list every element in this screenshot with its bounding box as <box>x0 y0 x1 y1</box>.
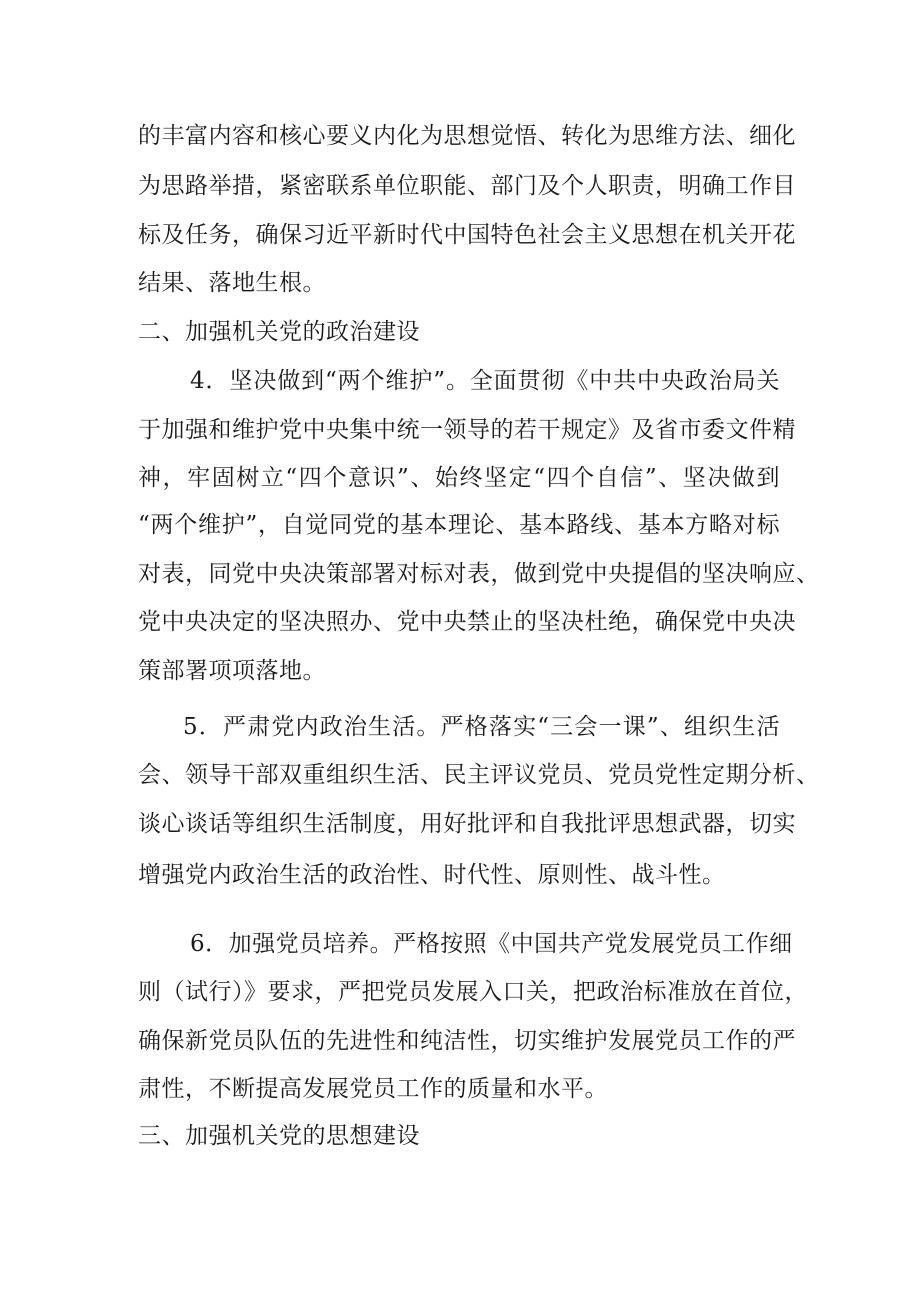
paragraph-line: 结果、落地生根。 <box>138 270 326 296</box>
paragraph-line: 则（试行）》要求，严把党员发展入口关，把政治标准放在首位， <box>138 979 808 1005</box>
section-heading: 二、加强机关党的政治建设 <box>138 319 420 345</box>
paragraph-line: 肃性，不断提高发展党员工作的质量和水平。 <box>138 1076 608 1102</box>
paragraph-line: 4．坚决做到“两个维护”。全面贯彻《中共中央政治局关 <box>190 368 780 394</box>
paragraph-line: 于加强和维护党中央集中统一领导的若干规定》及省市委文件精 <box>138 417 796 443</box>
paragraph-line: 党中央决定的坚决照办、党中央禁止的坚决杜绝，确保党中央决 <box>138 609 796 635</box>
paragraph-line: “两个维护”，自觉同党的基本理论、基本路线、基本方略对标 <box>138 512 780 538</box>
paragraph-line: 对表，同党中央决策部署对标对表，做到党中央提倡的坚决响应、 <box>138 561 820 587</box>
paragraph-line: 会、领导干部双重组织生活、民主评议党员、党员党性定期分析、 <box>138 762 820 788</box>
paragraph-line: 确保新党员队伍的先进性和纯洁性，切实维护发展党员工作的严 <box>138 1028 796 1054</box>
paragraph-line: 神，牢固树立“四个意识”、始终坚定“四个自信”、坚决做到 <box>138 465 780 491</box>
paragraph-line: 增强党内政治生活的政治性、时代性、原则性、战斗性。 <box>138 862 726 888</box>
paragraph-line: 6．加强党员培养。严格按照《中国共产党发展党员工作细 <box>190 931 793 957</box>
paragraph-line: 策部署项项落地。 <box>138 658 326 684</box>
section-heading: 三、加强机关党的思想建设 <box>138 1123 420 1149</box>
paragraph-line: 的丰富内容和核心要义内化为思想觉悟、转化为思维方法、细化 <box>138 123 796 149</box>
paragraph-line: 为思路举措，紧密联系单位职能、部门及个人职责，明确工作目 <box>138 173 796 199</box>
paragraph-line: 5．严肃党内政治生活。严格落实“三会一课”、组织生活 <box>183 714 780 740</box>
paragraph-line: 谈心谈话等组织生活制度，用好批评和自我批评思想武器，切实 <box>138 811 796 837</box>
paragraph-line: 标及任务，确保习近平新时代中国特色社会主义思想在机关开花 <box>138 222 796 248</box>
